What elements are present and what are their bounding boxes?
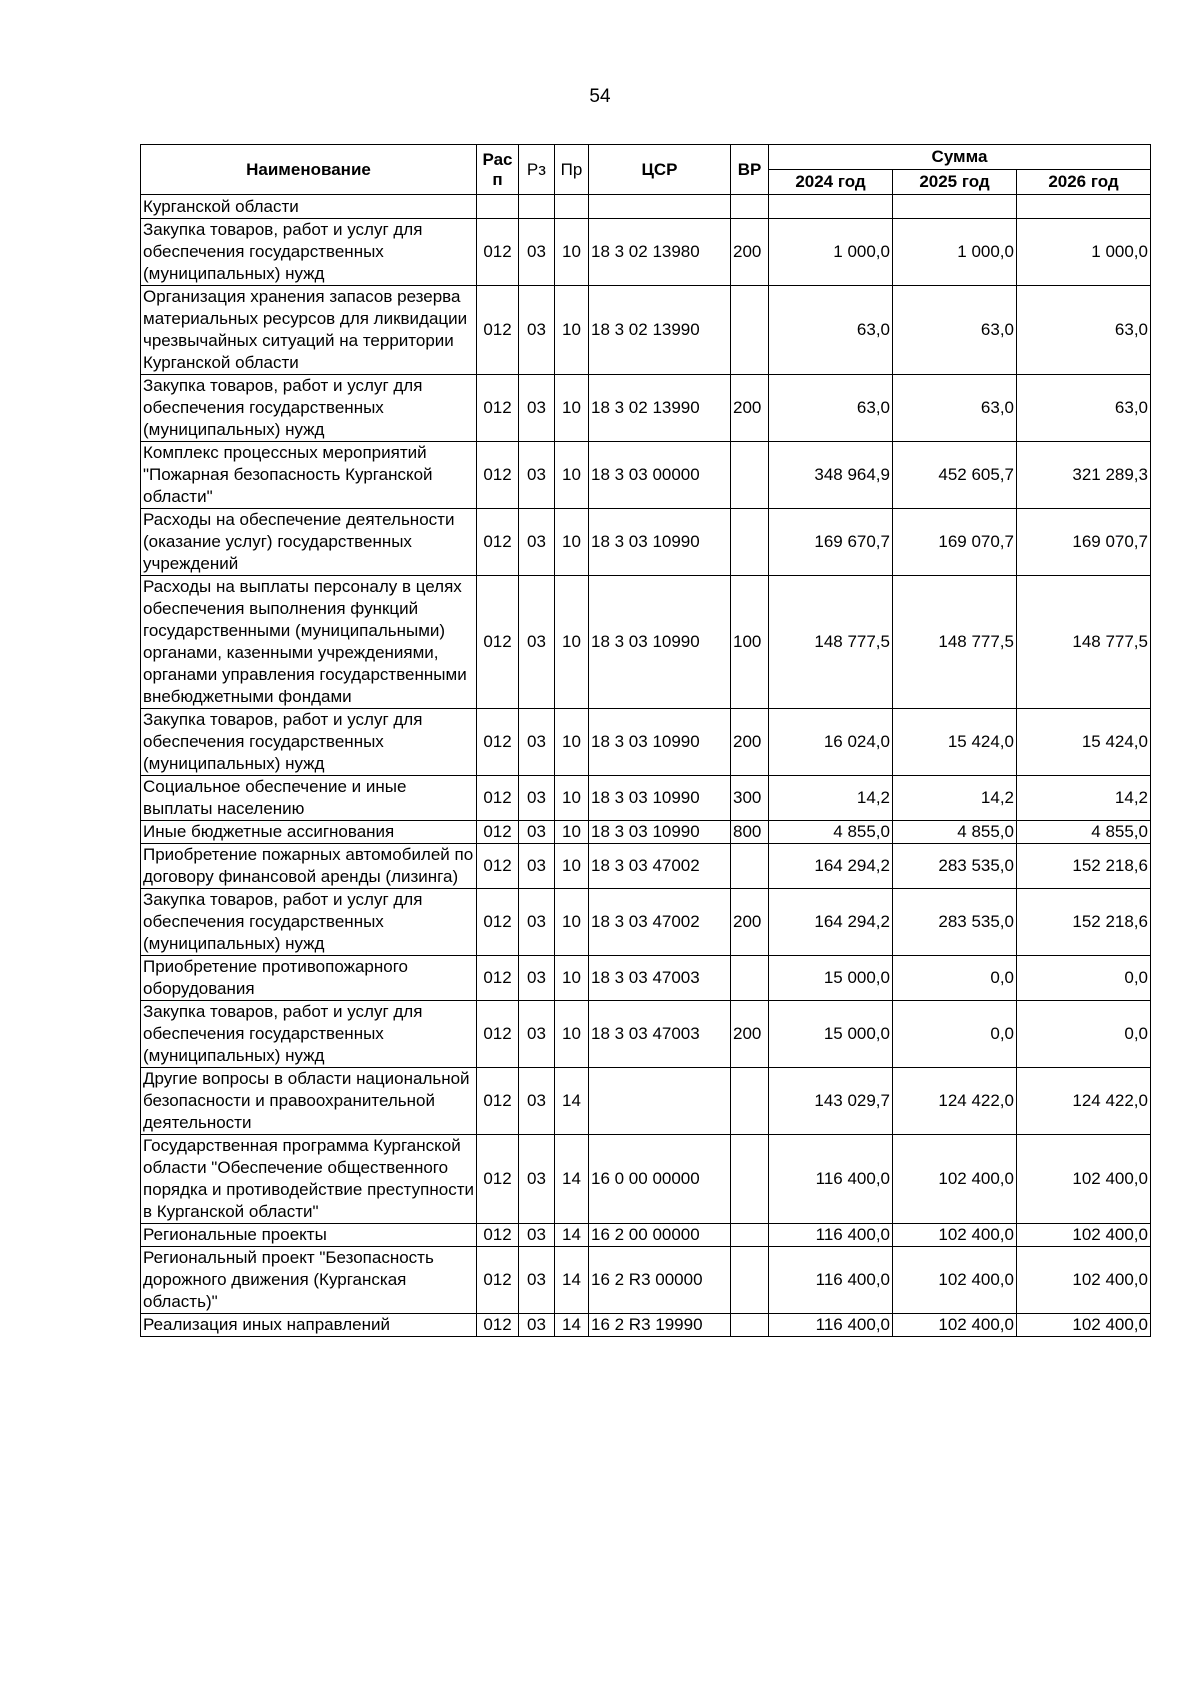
row-rasp-cell: 012 (477, 1314, 519, 1337)
row-rz-cell: 03 (519, 1001, 555, 1068)
row-name-cell: Закупка товаров, работ и услуг для обеспечения государственных (муниципальных) нужд (141, 375, 477, 442)
row-csr-cell: 18 3 03 47003 (589, 1001, 731, 1068)
row-csr-cell (589, 1068, 731, 1135)
row-rasp-cell: 012 (477, 956, 519, 1001)
row-pr-cell: 10 (555, 956, 589, 1001)
header-year-2025: 2025 год (893, 170, 1017, 195)
row-amount-2026-cell: 0,0 (1017, 956, 1151, 1001)
row-rz-cell: 03 (519, 1314, 555, 1337)
row-amount-2026-cell: 169 070,7 (1017, 509, 1151, 576)
row-rz-cell: 03 (519, 844, 555, 889)
row-vr-cell (731, 1068, 769, 1135)
row-vr-cell: 200 (731, 889, 769, 956)
header-row (141, 145, 1151, 170)
row-amount-2024-cell (769, 195, 893, 219)
table-row (141, 286, 1151, 375)
row-csr-cell: 18 3 03 47002 (589, 889, 731, 956)
row-pr-cell: 10 (555, 219, 589, 286)
row-csr-cell: 18 3 03 10990 (589, 821, 731, 844)
row-amount-2025-cell: 452 605,7 (893, 442, 1017, 509)
row-amount-2025-cell: 14,2 (893, 776, 1017, 821)
row-csr-cell: 18 3 03 10990 (589, 709, 731, 776)
row-amount-2026-cell: 102 400,0 (1017, 1135, 1151, 1224)
row-rz-cell: 03 (519, 1247, 555, 1314)
table-row (141, 375, 1151, 442)
row-vr-cell (731, 1314, 769, 1337)
row-amount-2024-cell: 16 024,0 (769, 709, 893, 776)
row-amount-2025-cell: 102 400,0 (893, 1135, 1017, 1224)
row-amount-2026-cell: 63,0 (1017, 286, 1151, 375)
row-pr-cell: 10 (555, 709, 589, 776)
row-csr-cell: 18 3 03 47002 (589, 844, 731, 889)
row-csr-cell: 16 2 R3 19990 (589, 1314, 731, 1337)
row-amount-2024-cell: 169 670,7 (769, 509, 893, 576)
row-amount-2024-cell: 116 400,0 (769, 1135, 893, 1224)
row-pr-cell: 10 (555, 576, 589, 709)
table-row (141, 1068, 1151, 1135)
row-csr-cell (589, 195, 731, 219)
row-amount-2024-cell: 164 294,2 (769, 889, 893, 956)
row-amount-2026-cell: 14,2 (1017, 776, 1151, 821)
table-row (141, 956, 1151, 1001)
row-csr-cell: 16 2 00 00000 (589, 1224, 731, 1247)
row-vr-cell: 200 (731, 1001, 769, 1068)
row-amount-2026-cell: 63,0 (1017, 375, 1151, 442)
row-pr-cell: 10 (555, 844, 589, 889)
row-rz-cell: 03 (519, 776, 555, 821)
row-name-cell: Другие вопросы в области национальной безопасности и правоохранительной деятельности (141, 1068, 477, 1135)
header-year-2024: 2024 год (769, 170, 893, 195)
row-amount-2026-cell: 0,0 (1017, 1001, 1151, 1068)
row-amount-2026-cell: 15 424,0 (1017, 709, 1151, 776)
row-vr-cell (731, 509, 769, 576)
row-amount-2026-cell: 1 000,0 (1017, 219, 1151, 286)
row-rasp-cell: 012 (477, 844, 519, 889)
row-amount-2026-cell: 152 218,6 (1017, 844, 1151, 889)
row-amount-2025-cell: 148 777,5 (893, 576, 1017, 709)
row-amount-2025-cell: 63,0 (893, 375, 1017, 442)
row-amount-2025-cell: 102 400,0 (893, 1314, 1017, 1337)
row-rasp-cell: 012 (477, 1001, 519, 1068)
row-csr-cell: 18 3 02 13990 (589, 375, 731, 442)
row-rz-cell: 03 (519, 821, 555, 844)
row-amount-2026-cell: 102 400,0 (1017, 1247, 1151, 1314)
row-amount-2024-cell: 4 855,0 (769, 821, 893, 844)
row-csr-cell: 18 3 02 13990 (589, 286, 731, 375)
row-rasp-cell: 012 (477, 709, 519, 776)
row-pr-cell: 10 (555, 1001, 589, 1068)
row-pr-cell (555, 195, 589, 219)
row-vr-cell (731, 1135, 769, 1224)
table-row (141, 1314, 1151, 1337)
row-name-cell: Приобретение противопожарного оборудования (141, 956, 477, 1001)
row-amount-2024-cell: 116 400,0 (769, 1224, 893, 1247)
table-row (141, 1224, 1151, 1247)
row-amount-2025-cell: 102 400,0 (893, 1247, 1017, 1314)
row-vr-cell (731, 1224, 769, 1247)
row-vr-cell: 100 (731, 576, 769, 709)
row-vr-cell (731, 442, 769, 509)
table-row (141, 195, 1151, 219)
header-rasp: Рас п (477, 145, 519, 195)
row-pr-cell: 14 (555, 1247, 589, 1314)
header-pr: Пр (555, 145, 589, 195)
row-csr-cell: 18 3 03 10990 (589, 509, 731, 576)
row-rasp-cell: 012 (477, 821, 519, 844)
row-rz-cell: 03 (519, 1068, 555, 1135)
row-amount-2025-cell: 0,0 (893, 956, 1017, 1001)
table-row (141, 442, 1151, 509)
row-pr-cell: 14 (555, 1135, 589, 1224)
row-vr-cell: 200 (731, 709, 769, 776)
row-rasp-cell: 012 (477, 776, 519, 821)
row-name-cell: Расходы на обеспечение деятельности (оказание услуг) государственных учреждений (141, 509, 477, 576)
row-rz-cell: 03 (519, 709, 555, 776)
row-csr-cell: 16 0 00 00000 (589, 1135, 731, 1224)
row-rz-cell: 03 (519, 286, 555, 375)
row-csr-cell: 18 3 03 10990 (589, 576, 731, 709)
table-row (141, 1247, 1151, 1314)
page-number: 54 (589, 86, 611, 107)
row-rz-cell: 03 (519, 219, 555, 286)
row-name-cell: Региональные проекты (141, 1224, 477, 1247)
table-row (141, 1001, 1151, 1068)
row-pr-cell: 14 (555, 1224, 589, 1247)
row-amount-2026-cell: 152 218,6 (1017, 889, 1151, 956)
row-vr-cell: 800 (731, 821, 769, 844)
row-amount-2024-cell: 148 777,5 (769, 576, 893, 709)
row-pr-cell: 10 (555, 286, 589, 375)
row-amount-2026-cell: 124 422,0 (1017, 1068, 1151, 1135)
row-amount-2026-cell: 4 855,0 (1017, 821, 1151, 844)
row-rz-cell: 03 (519, 889, 555, 956)
row-amount-2024-cell: 15 000,0 (769, 1001, 893, 1068)
row-amount-2024-cell: 14,2 (769, 776, 893, 821)
row-vr-cell: 200 (731, 375, 769, 442)
row-amount-2025-cell: 124 422,0 (893, 1068, 1017, 1135)
row-name-cell: Государственная программа Курганской области "Обеспечение общественного порядка и противодействие преступности в Курганской области" (141, 1135, 477, 1224)
row-amount-2025-cell: 283 535,0 (893, 844, 1017, 889)
row-name-cell: Комплекс процессных мероприятий "Пожарная безопасность Курганской области" (141, 442, 477, 509)
row-csr-cell: 18 3 02 13980 (589, 219, 731, 286)
row-amount-2025-cell: 4 855,0 (893, 821, 1017, 844)
header-name: Наименование (141, 145, 477, 195)
row-pr-cell: 14 (555, 1314, 589, 1337)
header-year-2026: 2026 год (1017, 170, 1151, 195)
row-rz-cell: 03 (519, 576, 555, 709)
row-pr-cell: 10 (555, 442, 589, 509)
row-vr-cell (731, 1247, 769, 1314)
row-vr-cell (731, 195, 769, 219)
row-pr-cell: 10 (555, 776, 589, 821)
row-amount-2025-cell: 1 000,0 (893, 219, 1017, 286)
row-rz-cell: 03 (519, 1135, 555, 1224)
row-amount-2024-cell: 1 000,0 (769, 219, 893, 286)
table-row (141, 709, 1151, 776)
row-amount-2024-cell: 116 400,0 (769, 1314, 893, 1337)
row-amount-2026-cell: 102 400,0 (1017, 1224, 1151, 1247)
row-rz-cell: 03 (519, 375, 555, 442)
table-row (141, 844, 1151, 889)
row-name-cell: Приобретение пожарных автомобилей по договору финансовой аренды (лизинга) (141, 844, 477, 889)
row-csr-cell: 18 3 03 10990 (589, 776, 731, 821)
header-csr: ЦСР (589, 145, 731, 195)
row-csr-cell: 18 3 03 47003 (589, 956, 731, 1001)
row-amount-2026-cell (1017, 195, 1151, 219)
header-summa: Сумма (769, 145, 1151, 170)
table-row (141, 219, 1151, 286)
row-amount-2025-cell: 169 070,7 (893, 509, 1017, 576)
row-amount-2024-cell: 15 000,0 (769, 956, 893, 1001)
row-amount-2024-cell: 348 964,9 (769, 442, 893, 509)
row-rasp-cell: 012 (477, 1068, 519, 1135)
row-pr-cell: 10 (555, 375, 589, 442)
row-name-cell: Закупка товаров, работ и услуг для обеспечения государственных (муниципальных) нужд (141, 1001, 477, 1068)
row-amount-2024-cell: 164 294,2 (769, 844, 893, 889)
row-rasp-cell: 012 (477, 1224, 519, 1247)
header-vr: ВР (731, 145, 769, 195)
row-name-cell: Иные бюджетные ассигнования (141, 821, 477, 844)
row-csr-cell: 16 2 R3 00000 (589, 1247, 731, 1314)
budget-table (140, 144, 1151, 1337)
row-pr-cell: 10 (555, 821, 589, 844)
row-rz-cell: 03 (519, 1224, 555, 1247)
row-amount-2026-cell: 102 400,0 (1017, 1314, 1151, 1337)
row-pr-cell: 10 (555, 889, 589, 956)
row-pr-cell: 10 (555, 509, 589, 576)
row-name-cell: Закупка товаров, работ и услуг для обеспечения государственных (муниципальных) нужд (141, 219, 477, 286)
row-amount-2026-cell: 148 777,5 (1017, 576, 1151, 709)
row-rasp-cell: 012 (477, 576, 519, 709)
row-rasp-cell: 012 (477, 219, 519, 286)
row-vr-cell (731, 286, 769, 375)
row-name-cell: Закупка товаров, работ и услуг для обеспечения государственных (муниципальных) нужд (141, 709, 477, 776)
row-amount-2026-cell: 321 289,3 (1017, 442, 1151, 509)
row-pr-cell: 14 (555, 1068, 589, 1135)
table-row (141, 576, 1151, 709)
row-rasp-cell: 012 (477, 1247, 519, 1314)
row-name-cell: Расходы на выплаты персоналу в целях обеспечения выполнения функций государственными (муниципальными) органами, казенными учреждениями, органами управления государственными внебюджетными фондами (141, 576, 477, 709)
row-rz-cell (519, 195, 555, 219)
header-rz: Рз (519, 145, 555, 195)
row-vr-cell (731, 956, 769, 1001)
table-row (141, 821, 1151, 844)
row-rasp-cell: 012 (477, 889, 519, 956)
row-rasp-cell: 012 (477, 442, 519, 509)
row-name-cell: Организация хранения запасов резерва материальных ресурсов для ликвидации чрезвычайных ситуаций на территории Курганской области (141, 286, 477, 375)
row-rz-cell: 03 (519, 442, 555, 509)
row-amount-2024-cell: 143 029,7 (769, 1068, 893, 1135)
row-name-cell: Региональный проект "Безопасность дорожного движения (Курганская область)" (141, 1247, 477, 1314)
table-row (141, 509, 1151, 576)
row-amount-2024-cell: 63,0 (769, 286, 893, 375)
row-csr-cell: 18 3 03 00000 (589, 442, 731, 509)
row-rz-cell: 03 (519, 509, 555, 576)
row-vr-cell: 200 (731, 219, 769, 286)
row-vr-cell: 300 (731, 776, 769, 821)
table-row (141, 889, 1151, 956)
table-row (141, 1135, 1151, 1224)
row-name-cell: Курганской области (141, 195, 477, 219)
table-row (141, 776, 1151, 821)
row-rasp-cell: 012 (477, 286, 519, 375)
row-rasp-cell: 012 (477, 509, 519, 576)
row-vr-cell (731, 844, 769, 889)
row-amount-2024-cell: 63,0 (769, 375, 893, 442)
row-rasp-cell: 012 (477, 375, 519, 442)
row-amount-2025-cell: 63,0 (893, 286, 1017, 375)
row-amount-2025-cell (893, 195, 1017, 219)
row-amount-2025-cell: 0,0 (893, 1001, 1017, 1068)
row-name-cell: Социальное обеспечение и иные выплаты населению (141, 776, 477, 821)
row-amount-2025-cell: 102 400,0 (893, 1224, 1017, 1247)
row-rasp-cell: 012 (477, 1135, 519, 1224)
row-amount-2025-cell: 15 424,0 (893, 709, 1017, 776)
row-amount-2025-cell: 283 535,0 (893, 889, 1017, 956)
row-name-cell: Реализация иных направлений (141, 1314, 477, 1337)
row-rz-cell: 03 (519, 956, 555, 1001)
row-amount-2024-cell: 116 400,0 (769, 1247, 893, 1314)
table-body (141, 195, 1151, 1337)
row-rasp-cell (477, 195, 519, 219)
row-name-cell: Закупка товаров, работ и услуг для обеспечения государственных (муниципальных) нужд (141, 889, 477, 956)
